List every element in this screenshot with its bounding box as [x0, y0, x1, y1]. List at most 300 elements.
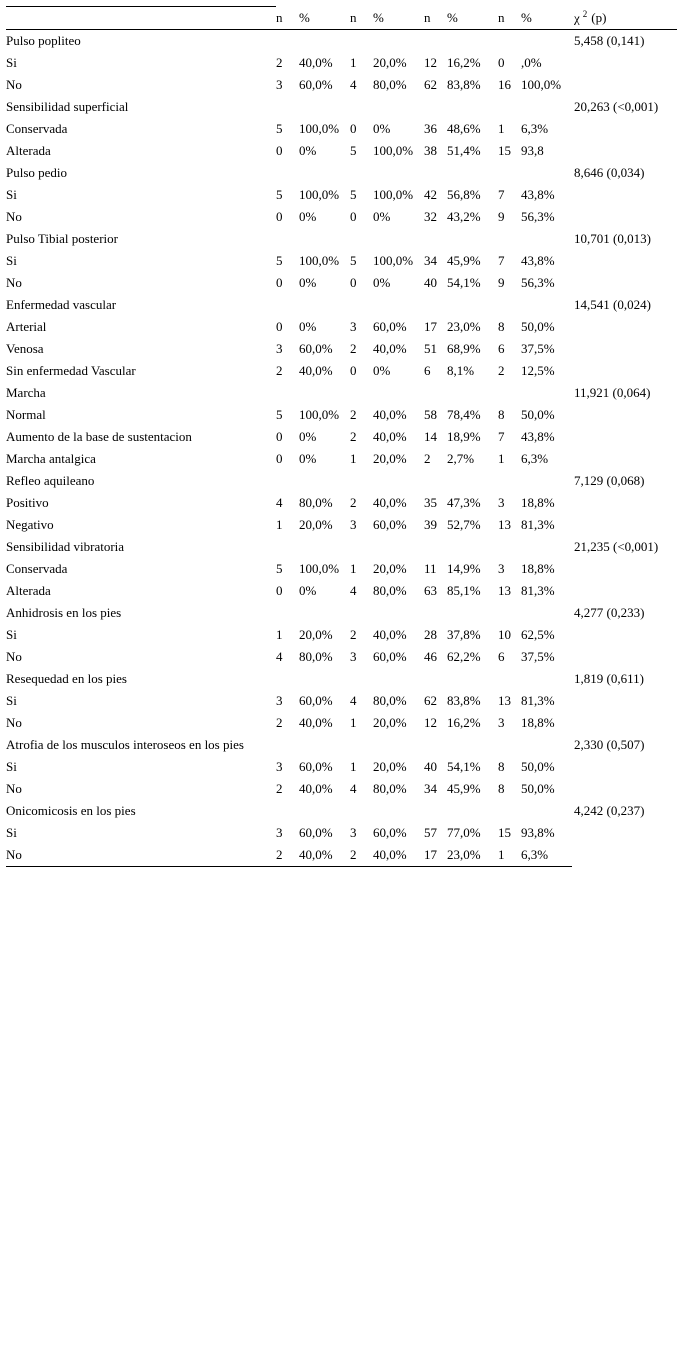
pct-value: 45,9% — [447, 781, 481, 796]
data-row — [6, 184, 677, 206]
row-label: Arterial — [6, 319, 47, 334]
n-value — [424, 30, 447, 53]
row-label: Pulso popliteo — [6, 33, 81, 48]
n-value — [350, 294, 373, 316]
n-value: 1 — [498, 121, 505, 136]
n-value: 9 — [498, 275, 505, 290]
n-value — [276, 800, 299, 822]
chi-square-value: 10,701 (0,013) — [574, 231, 651, 246]
pct-value: 80,0% — [373, 77, 407, 92]
n-value: 0 — [350, 209, 357, 224]
pct-value — [373, 30, 424, 53]
chi-square-value — [572, 822, 677, 844]
chi-square-value — [572, 492, 677, 514]
chi-square-value — [572, 624, 677, 646]
pct-value — [521, 734, 572, 756]
n-value: 3 — [350, 649, 357, 664]
n-value — [424, 96, 447, 118]
n-value: 2 — [276, 715, 283, 730]
chi-square-value: 11,921 (0,064) — [574, 385, 651, 400]
pct-value: 40,0% — [373, 844, 424, 867]
pct-value: 81,3% — [521, 583, 555, 598]
n-value: 11 — [424, 561, 437, 576]
pct-value: 0% — [373, 121, 391, 136]
pct-value — [521, 382, 572, 404]
pct-value: 0% — [299, 429, 317, 444]
p-label: (p) — [591, 10, 607, 26]
n-value: 13 — [498, 693, 511, 708]
chi-square-value — [572, 844, 677, 867]
chi-square-value: 4,242 (0,237) — [574, 803, 645, 818]
pct-value: 8,1% — [447, 363, 475, 378]
data-row — [6, 712, 677, 734]
n-value — [276, 162, 299, 184]
pct-value: 40,0% — [373, 429, 407, 444]
row-label: Atrofia de los musculos interoseos en los pies — [6, 737, 244, 752]
pct-value: 83,8% — [447, 693, 481, 708]
row-label: Venosa — [6, 341, 44, 356]
category-row — [6, 668, 677, 690]
chi-square-value — [572, 756, 677, 778]
data-row — [6, 206, 677, 228]
pct-value: 56,3% — [521, 209, 555, 224]
row-label: Refleo aquileano — [6, 473, 95, 488]
n-value: 4 — [350, 583, 357, 598]
pct-value — [521, 536, 572, 558]
n-value: 5 — [276, 187, 283, 202]
n-value: 2 — [498, 363, 505, 378]
pct-value: 43,8% — [521, 253, 555, 268]
pct-value: 20,0% — [373, 715, 407, 730]
chi-square-value — [572, 514, 677, 536]
n-value: 2 — [350, 341, 357, 356]
pct-value: 40,0% — [373, 627, 407, 642]
n-value: 58 — [424, 407, 437, 422]
chi-square-value: 14,541 (0,024) — [574, 297, 651, 312]
category-row — [6, 294, 677, 316]
pct-value — [521, 30, 572, 53]
row-label: Onicomicosis en los pies — [6, 803, 136, 818]
n-value — [498, 734, 521, 756]
col-header-pct: % — [299, 7, 350, 30]
pct-value: 80,0% — [299, 649, 333, 664]
pct-value — [447, 800, 498, 822]
n-value: 5 — [350, 187, 357, 202]
pct-value — [299, 294, 350, 316]
pct-value: 20,0% — [373, 759, 407, 774]
category-row — [6, 470, 677, 492]
pct-value — [373, 602, 424, 624]
chi-square-value: 4,277 (0,233) — [574, 605, 645, 620]
n-value: 0 — [276, 583, 283, 598]
pct-value: 62,5% — [521, 627, 555, 642]
pct-value: 12,5% — [521, 363, 555, 378]
n-value: 0 — [276, 275, 283, 290]
row-label: Normal — [6, 407, 46, 422]
data-row — [6, 52, 677, 74]
n-value — [276, 294, 299, 316]
n-value: 13 — [498, 517, 511, 532]
pct-value: 100,0% — [373, 143, 414, 158]
chi-square-value: 21,235 (<0,001) — [574, 539, 659, 554]
n-value — [424, 162, 447, 184]
pct-value — [521, 96, 572, 118]
n-value — [276, 602, 299, 624]
pct-value — [521, 800, 572, 822]
pct-value: 100,0% — [299, 561, 340, 576]
data-row — [6, 822, 677, 844]
col-header-n: n — [424, 7, 447, 30]
n-value: 15 — [498, 825, 511, 840]
pct-value — [373, 382, 424, 404]
pct-value: 85,1% — [447, 583, 481, 598]
n-value: 3 — [276, 759, 283, 774]
pct-value: 20,0% — [299, 627, 333, 642]
chi-square-value — [572, 558, 677, 580]
pct-value: 0% — [299, 451, 317, 466]
n-value: 12 — [424, 715, 437, 730]
n-value — [350, 800, 373, 822]
pct-value — [447, 668, 498, 690]
category-row — [6, 734, 677, 756]
n-value: 34 — [424, 781, 437, 796]
pct-value: 43,8% — [521, 429, 555, 444]
pct-value — [447, 162, 498, 184]
chi-square-value: 2,330 (0,507) — [574, 737, 645, 752]
row-label: Negativo — [6, 517, 54, 532]
n-value — [350, 470, 373, 492]
pct-value — [521, 602, 572, 624]
pct-value — [373, 228, 424, 250]
row-label: Si — [6, 253, 17, 268]
pct-value: 100,0% — [299, 187, 340, 202]
chi-symbol: χ — [574, 10, 580, 26]
pct-value: 60,0% — [373, 649, 407, 664]
pct-value — [447, 96, 498, 118]
n-value: 1 — [498, 451, 505, 466]
n-value — [276, 30, 299, 53]
pct-value: 14,9% — [447, 561, 481, 576]
row-label: Si — [6, 759, 17, 774]
n-value: 5 — [276, 407, 283, 422]
n-value: 3 — [350, 825, 357, 840]
pct-value: 40,0% — [373, 495, 407, 510]
n-value: 4 — [350, 693, 357, 708]
pct-value — [447, 734, 498, 756]
pct-value: 37,5% — [521, 649, 555, 664]
chi-square-value — [572, 52, 677, 74]
pct-value: 0% — [299, 275, 317, 290]
n-value — [498, 162, 521, 184]
n-value: 0 — [276, 451, 283, 466]
pct-value: 37,8% — [447, 627, 481, 642]
pct-value: 40,0% — [299, 844, 350, 867]
n-value — [498, 294, 521, 316]
chi-square-value — [572, 712, 677, 734]
row-label: No — [6, 844, 276, 867]
pct-value: 20,0% — [373, 561, 407, 576]
n-value — [424, 602, 447, 624]
n-value: 40 — [424, 275, 437, 290]
pct-value: 60,0% — [299, 693, 333, 708]
n-value: 3 — [350, 517, 357, 532]
row-label: Sensibilidad superficial — [6, 99, 129, 114]
n-value: 4 — [350, 77, 357, 92]
chi-square-value: 7,129 (0,068) — [574, 473, 645, 488]
n-value: 8 — [498, 781, 505, 796]
chi-square-value — [572, 580, 677, 602]
row-label: Si — [6, 55, 17, 70]
n-value: 3 — [350, 319, 357, 334]
pct-value — [373, 96, 424, 118]
pct-value: 18,9% — [447, 429, 481, 444]
pct-value: 56,8% — [447, 187, 481, 202]
n-value: 17 — [424, 319, 437, 334]
n-value: 2 — [350, 429, 357, 444]
pct-value: 48,6% — [447, 121, 481, 136]
n-value: 0 — [350, 363, 357, 378]
category-row — [6, 602, 677, 624]
pct-value: 0% — [299, 583, 317, 598]
pct-value — [373, 294, 424, 316]
n-value: 3 — [498, 715, 505, 730]
n-value — [498, 382, 521, 404]
n-value: 2 — [350, 627, 357, 642]
pct-value: 47,3% — [447, 495, 481, 510]
pct-value: 52,7% — [447, 517, 481, 532]
n-value: 0 — [276, 209, 283, 224]
n-value: 57 — [424, 825, 437, 840]
n-value — [498, 470, 521, 492]
pct-value: 50,0% — [521, 759, 555, 774]
n-value: 1 — [350, 55, 357, 70]
pct-value — [373, 536, 424, 558]
row-label: Aumento de la base de sustentacion — [6, 429, 192, 444]
pct-value: 2,7% — [447, 451, 475, 466]
row-label: Si — [6, 627, 17, 642]
n-value — [276, 668, 299, 690]
col-header-n: n — [276, 7, 299, 30]
pct-value: 0% — [299, 319, 317, 334]
n-value: 17 — [424, 844, 447, 867]
pct-value: 23,0% — [447, 319, 481, 334]
data-row — [6, 272, 677, 294]
n-value — [350, 668, 373, 690]
pct-value: 0% — [373, 209, 391, 224]
pct-value: 60,0% — [299, 77, 333, 92]
row-label: Enfermedad vascular — [6, 297, 117, 312]
pct-value: 40,0% — [299, 781, 333, 796]
data-row — [6, 778, 677, 800]
n-value — [276, 470, 299, 492]
n-value: 10 — [498, 627, 511, 642]
row-label: Conservada — [6, 561, 68, 576]
row-label: No — [6, 275, 22, 290]
n-value: 6 — [498, 341, 505, 356]
n-value: 13 — [498, 583, 511, 598]
n-value: 2 — [424, 451, 431, 466]
pct-value: 100,0% — [299, 407, 340, 422]
pct-value: 83,8% — [447, 77, 481, 92]
n-value: 62 — [424, 77, 437, 92]
header-row — [6, 7, 677, 30]
pct-value: 56,3% — [521, 275, 555, 290]
pct-value — [521, 668, 572, 690]
pct-value: 18,8% — [521, 495, 555, 510]
n-value: 28 — [424, 627, 437, 642]
pct-value — [299, 162, 350, 184]
chi-square-value: 5,458 (0,141) — [574, 33, 645, 48]
n-value — [424, 800, 447, 822]
n-value — [350, 30, 373, 53]
n-value: 1 — [350, 759, 357, 774]
n-value — [350, 734, 373, 756]
data-row — [6, 514, 677, 536]
pct-value: 50,0% — [521, 781, 555, 796]
n-value: 3 — [276, 341, 283, 356]
data-row — [6, 338, 677, 360]
pct-value: 0% — [299, 209, 317, 224]
n-value — [350, 228, 373, 250]
chi-square-value: 20,263 (<0,001) — [574, 99, 659, 114]
row-label: Alterada — [6, 583, 51, 598]
row-label: Anhidrosis en los pies — [6, 605, 122, 620]
chi-square-value — [572, 118, 677, 140]
pct-value — [373, 668, 424, 690]
pct-value: 50,0% — [521, 407, 555, 422]
n-value — [424, 294, 447, 316]
pct-value: 60,0% — [299, 759, 333, 774]
pct-value: 100,0% — [299, 121, 340, 136]
n-value: 35 — [424, 495, 437, 510]
n-value — [498, 536, 521, 558]
pct-value: 80,0% — [299, 495, 333, 510]
data-row — [6, 140, 677, 162]
n-value — [350, 602, 373, 624]
n-value: 5 — [276, 253, 283, 268]
n-value — [276, 96, 299, 118]
pct-value: 6,3% — [521, 121, 549, 136]
n-value: 2 — [276, 363, 283, 378]
data-row — [6, 580, 677, 602]
n-value — [424, 734, 447, 756]
n-value: 8 — [498, 319, 505, 334]
n-value — [498, 228, 521, 250]
pct-value: 18,8% — [521, 715, 555, 730]
chi-square-value — [572, 272, 677, 294]
n-value: 2 — [350, 495, 357, 510]
n-value: 4 — [276, 495, 283, 510]
results-table — [6, 6, 677, 867]
category-row — [6, 536, 677, 558]
pct-value: 40,0% — [299, 715, 333, 730]
n-value: 63 — [424, 583, 437, 598]
pct-value — [299, 30, 350, 53]
data-row — [6, 360, 677, 382]
n-value: 62 — [424, 693, 437, 708]
pct-value: 100,0% — [521, 77, 562, 92]
pct-value: 20,0% — [373, 451, 407, 466]
n-value — [498, 668, 521, 690]
pct-value: 6,3% — [521, 451, 549, 466]
n-value: 4 — [276, 649, 283, 664]
n-value — [498, 800, 521, 822]
n-value: 16 — [498, 77, 511, 92]
pct-value — [447, 228, 498, 250]
pct-value: 37,5% — [521, 341, 555, 356]
n-value: 1 — [350, 715, 357, 730]
col-header-pct: % — [521, 7, 572, 30]
row-label: No — [6, 715, 22, 730]
pct-value: 6,3% — [521, 844, 572, 867]
pct-value: 43,2% — [447, 209, 481, 224]
n-value — [424, 536, 447, 558]
n-value: 1 — [350, 451, 357, 466]
pct-value — [299, 228, 350, 250]
pct-value: 16,2% — [447, 715, 481, 730]
n-value: 3 — [276, 693, 283, 708]
data-row — [6, 426, 677, 448]
n-value: 6 — [498, 649, 505, 664]
category-row — [6, 162, 677, 184]
n-value: 9 — [498, 209, 505, 224]
row-label: No — [6, 649, 22, 664]
pct-value: 40,0% — [373, 341, 407, 356]
row-label: Positivo — [6, 495, 49, 510]
n-value: 2 — [276, 844, 299, 867]
pct-value: 23,0% — [447, 844, 498, 867]
n-value — [350, 536, 373, 558]
category-row — [6, 228, 677, 250]
n-value: 7 — [498, 187, 505, 202]
pct-value — [447, 30, 498, 53]
chi-square-value — [572, 206, 677, 228]
data-row — [6, 624, 677, 646]
row-label: No — [6, 209, 22, 224]
chi-square-value: 8,646 (0,034) — [574, 165, 645, 180]
data-row — [6, 492, 677, 514]
row-label: Sin enfermedad Vascular — [6, 363, 136, 378]
row-label: Si — [6, 187, 17, 202]
n-value: 0 — [276, 143, 283, 158]
n-value: 42 — [424, 187, 437, 202]
pct-value: 100,0% — [373, 187, 414, 202]
pct-value: 60,0% — [373, 517, 407, 532]
n-value: 8 — [498, 407, 505, 422]
data-row — [6, 448, 677, 470]
chi-square-value — [572, 778, 677, 800]
pct-value: 0% — [299, 143, 317, 158]
n-value: 3 — [276, 825, 283, 840]
n-value: 36 — [424, 121, 437, 136]
n-value: 5 — [350, 253, 357, 268]
n-value: 5 — [350, 143, 357, 158]
data-row — [6, 558, 677, 580]
data-row — [6, 756, 677, 778]
chi-exponent: 2 — [582, 9, 588, 20]
pct-value: 60,0% — [373, 825, 407, 840]
n-value: 8 — [498, 759, 505, 774]
n-value: 32 — [424, 209, 437, 224]
category-row — [6, 382, 677, 404]
pct-value — [299, 734, 350, 756]
data-row — [6, 118, 677, 140]
pct-value: 100,0% — [299, 253, 340, 268]
n-value: 0 — [350, 275, 357, 290]
pct-value: 77,0% — [447, 825, 481, 840]
n-value: 0 — [276, 319, 283, 334]
pct-value: 0% — [373, 363, 391, 378]
